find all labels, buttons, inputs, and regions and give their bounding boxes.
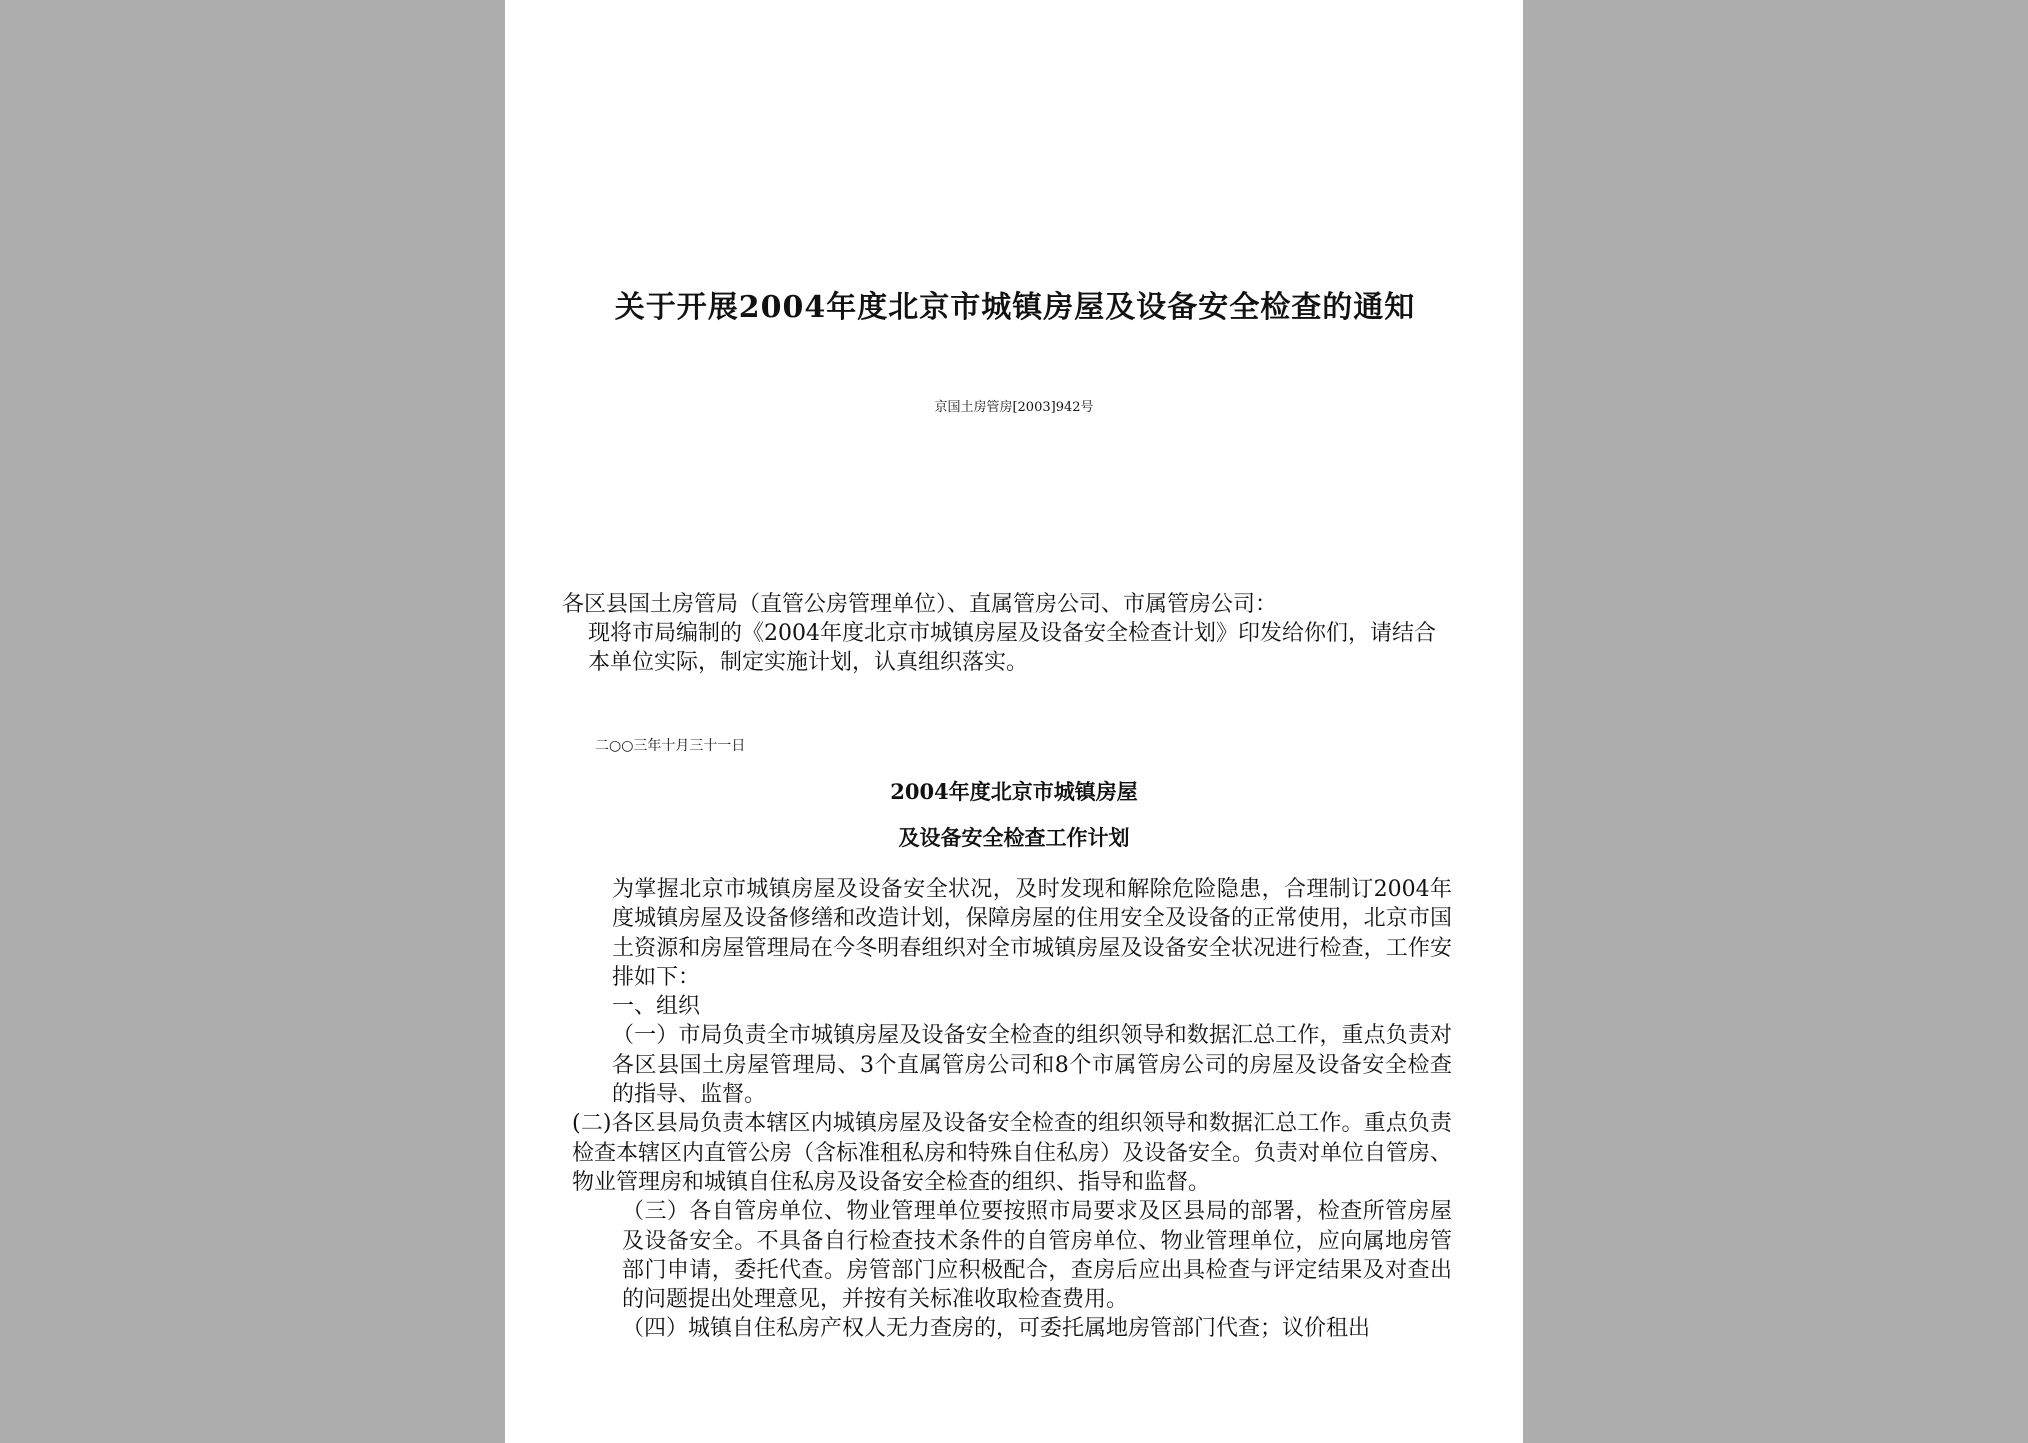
document-number: 京国土房管房[2003]942号 <box>934 400 1094 415</box>
plan-body <box>562 875 1452 1344</box>
document-page <box>505 0 1523 1443</box>
document-title: 关于开展2004年度北京市城镇房屋及设备安全检查的通知 <box>614 290 1416 325</box>
plan-title-line1: 2004年度北京市城镇房屋 <box>890 779 1138 804</box>
body-paragraph: (二)各区县局负责本辖区内城镇房屋及设备安全检查的组织领导和数据汇总工作。重点负责检查本辖区内直管公房（含标准租私房和特殊自住私房）及设备安全。负责对单位自管房、物业管理房和城镇自住私房及设备安全检查的组织、指导和监督。 <box>572 1111 1453 1195</box>
issue-date: 二○○三年十月三十一日 <box>595 738 746 754</box>
section-heading: 一、组织 <box>612 994 701 1020</box>
body-paragraph: （四）城镇自住私房产权人无力查房的，可委托属地房管部门代查；议价租出 <box>622 1316 1371 1342</box>
body-paragraph: 为掌握北京市城镇房屋及设备安全状况，及时发现和解除危险隐患，合理制订2004年度城镇房屋及设备修缮和改造计划，保障房屋的住用安全及设备的正常使用，北京市国土资源和房屋管理局在今冬明春组织对全市城镇房屋及设备安全状况进行检查，工作安排如下： <box>612 877 1452 990</box>
body-paragraph: （一）市局负责全市城镇房屋及设备安全检查的组织领导和数据汇总工作，重点负责对各区县国土房屋管理局、3个直属管房公司和8个市属管房公司的房屋及设备安全检查的指导、监督。 <box>612 1023 1452 1108</box>
intro-paragraph <box>562 619 1452 677</box>
salutation: 各区县国土房管局（直管公房管理单位）、直属管房公司、市属管房公司： <box>562 592 1278 617</box>
intro-text: 现将市局编制的《2004年度北京市城镇房屋及设备安全检查计划》印发给你们，请结合本单位实际，制定实施计划，认真组织落实。 <box>588 621 1436 675</box>
plan-title-line2: 及设备安全检查工作计划 <box>898 825 1130 850</box>
body-paragraph: （三）各自管房单位、物业管理单位要按照市局要求及区县局的部署，检查所管房屋及设备安全。不具备自行检查技术条件的自管房单位、物业管理单位，应向属地房管部门申请，委托代查。房管部门应积极配合，查房后应出具检查与评定结果及对查出的问题提出处理意见，并按有关标准收取检查费用。 <box>622 1199 1452 1313</box>
